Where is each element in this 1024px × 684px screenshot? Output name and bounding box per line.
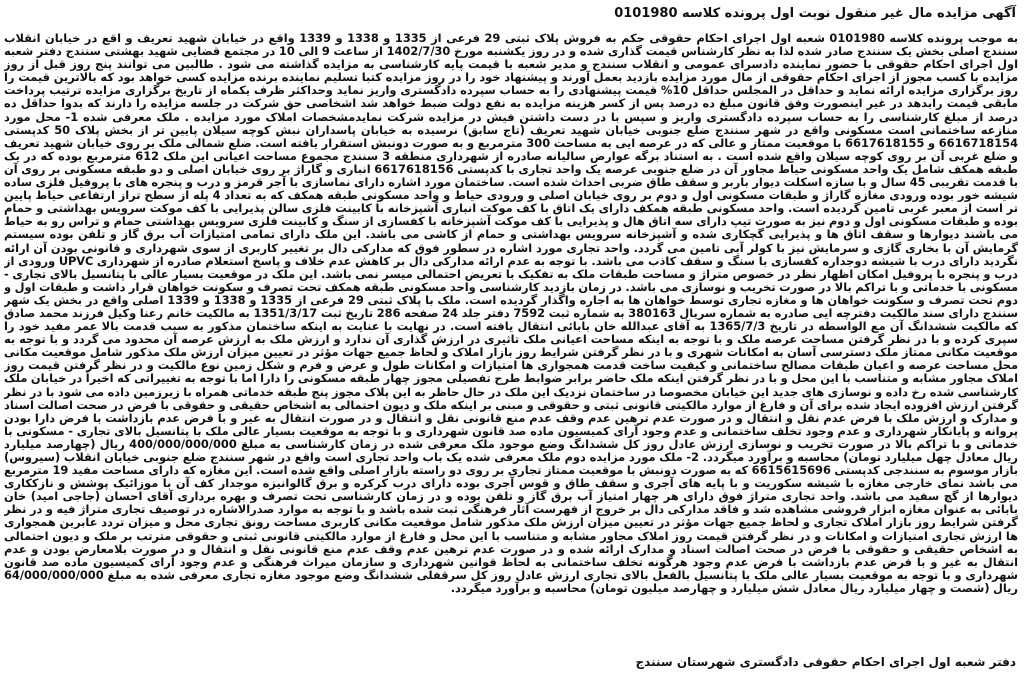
notice-body: به موجب پرونده کلاسه 0101980 شعبه اول اجرای احکام حقوقی حکم به فروش پلاک ثبتی 29 فرعی از 1335 و 1338 و 1339 واقع در خیابان شهید تعریف و اقع در خیابان انقلاب سنندج اصلی بخش یک سنندج صادر شده لذا به نظر کارشناس قیمت گذاری شده و در روز یکشنبه مورخ 1402/7/30 از ساعت 9 الی 10 در مجتمع قضایی شهید بهشتی سنندج دفتر شعبه اول اجرای احکام حقوقی با حضور نماینده دادسرای عمومی و انقلاب سنندج و مدیر شعبه با قیمت پایه کارشناسی به مزایده گذاشته می شود . طالبین می توانند پنج روز قبل از روز مزایده با کسب مجوز از اجرای احکام حقوقی از مال مورد مزایده بازدید بعمل آورند و پیشنهاد خود را در روز مزایده کتبا تسلیم نماینده برنده مزایده کسی خواهد بود که بالاترین قیمت را روز برگزاری مزایده ارائه نماید و حداقل در المجلس حداقل 10% قیمت پیشنهادی را به حساب سپرده دادگستری واریز نماید وحداکثر ظرف یکماه از تاریخ برگزاری مزایده ترتیب پرداخت مابقی قیمت رابدهد در غیر اینصورت وفق قانون مبلغ ده درصد پس از کسر هزینه مزایده به نفع دولت ضبط خواهد شد اشخاصی حق شرکت در جلسه مزایده را دارند که بدوا حداقل ده درصد از مبلغ کارشناسی را به حساب سپرده دادگستری واریز و سپس با در دست داشتن فیش در مزایده شرکت نمایدمشخصات املاک مورد مزایده . ملک معرفی شده 1- محل مورد منازعه ساختمانی است مسکونی واقع در شهر سنندج ضلع جنوبی خیابان شهید تعریف (تاج سابق) نرسیده به خیابان پاسداران نبش کوچه سیلان پایین تر از بخش پلاک 50 کدپستی 6616718154 و 6617618155 با موقعیت ممتاز و عالی که در عرصه ایی به مساحت 300 مترمربع و به صورت دونبش استقرار یافته است. ضلع شمالی ملک بر روی خیابان شهید تعریف و ضلع غربی آن بر روی کوچه سیلان واقع شده است . به استناد برگه عوارض سالیانه صادره از شهرداری منطقه 3 سنندج مجموع مساحت اعیانی این ملک 612 مترمربع بوده که در یک طبقه همکف شامل یک واحد مسکونی حیاط مجاور آن در ضلع جنوبی عرصه یک واحد تجاری با کدپستی 6617618156 انباری و گاراژ بر روی خیابان اصلی و دو طبقه مسکونی بر روی آن با قدمت تقریبی 45 سال و با سازه اسکلت دیوار باربر و سقف طاق ضربی احداث شده است. ساختمان مورد اشاره دارای نماسازی با آجر قرمز و درب و پنجره های با پروفیل فلزی ساده شیشه خور بوده ورودی مغازه گاراژ و طبقات مسکونی اول و دوم بر روی خیابان اصلی و ورودی حیاط و واحد مسکونی طبقه همکف که به تعداد 4 پله از سطح تراز ارتفاعی حیاط پایین تر است از معبر غربی تامین گردیده است. واحد مسکونی طبقه همکف دارای یک اتاق با کف موکت انباری آشپزخانه با کابینت فلزی سالن پذیرایی با کف موکت سرویس بهداشتی و حمام بوده و طبقات مسکونی اول و دوم نیز به صورت تیپ دارای سه اتاق هال و پذیرایی با کف موکت آشپزخانه با کفسازی از سنگ و کابینت فلزی سرویس بهداشتی حمام و تراس رو به حیاط می باشند دیوارها و سقف اتاق ها و پذیرایی گچکاری شده و آشپزخانه سرویس بهداشتی و حمام از کاشی می باشد. این ملک دارای تمامی امتیازات آب برق گاز و تلفن بوده سیستم گرمایش آن با بخاری گازی و سرمایش نیز با کولر آبی تامین می گردد. واحد تجاری مورد اشاره در سطور فوق که مدارکی دال بر تغییر کاربری از سوی شهرداری و قانونی بودن آن ارائه نگردید دارای درب با شیشه دوجداره کفسازی با سنگ و سقف کاذب می باشد. با توجه به عدم ارائه مدارکی دال بر کاهش عدم خلاف و پاسخ استعلام صادره از شهرداری UPVC ورودی از درب و پنجره با پروفیل امکان اظهار نظر در خصوص متراژ و مساحت طبقات ملک به تفکیک با تعریض احتمالی میسر نمی باشد. این ملک در موقعیت بسیار عالی با پتانسیل بالای تجاری - مسکونی با خدماتی و با تراکم بالا در صورت تخریب و نوسازی می باشد. در زمان بازدید کارشناسی واحد مسکونی طبقه همکف تحت تصرف و سکونت خواهان قرار داشت و طبقات اول و دوم تحت تصرف و سکونت خواهان ها و مغازه تجاری توسط خواهان ها به اجاره واگذار گردیده است. ملک با پلاک ثبتی 29 فرعی از 1335 و 1338 و 1339 اصلی واقع در بخش یک شهر سنندج دارای سند مالکیت دفترچه ایی صادره به شماره سریال 380163 به شماره ثبت 7592 دفتر جلد 24 صفحه 286 تاریخ ثبت 1351/3/17 به مالکیت خانم رعنا وکیل فرزند محمد صادق که مالکیت ششدانگ آن مع الواسطه در تاریخ 1365/7/3 به آقای عبدالله خان بابائی انتقال یافته است. در نهایت با عنایت به اینکه ساختمان مذکور به سبب قدمت بالا عمر مفید خود را سپری کرده و با در نظر گرفتن مساحت عرصه ملک و با توجه به اینکه مساحت اعیانی ملک تاثیری در ارزش گذاری آن ندارد و ارزش ملک به ارزش عرصه آن محدود می گردد و با توجه به موقعیت مکانی ممتاز ملک دسترسی آسان به امکانات شهری و با در نظر گرفتن شرایط روز بازار املاک و لحاظ جمیع جهات مؤثر در تعیین میزان ارزش ملک مذکور شامل موقعیت مکانی محل مساحت عرصه و اعیان طبقات مصالح ساختمانی و کیفیت ساخت قدمت همجواری ها امتیازات و امکانات طول و عرض و فرم و شکل زمین نوع مالکیت و در نظر گرفتن قیمت روز املاک مجاور مشابه و متناسب با این محل و با در نظر گرفتن اینکه ملک حاضر برابر ضوابط طرح تفصیلی مجوز چهار طبقه مسکونی را دارا اما با توجه به تغییراتی که اخیراً در خیابان ملک کارشناسی شده رخ داده و نوسازی های جدید این خیابان مخصوصا در ساختمان نزدیک این ملک در حال حاظر به این پلاک مجوز پنج طبقه خدماتی همراه با زیرزمین داده می شود با در نظر گرفتن ارزش افزوده ایجاد شده برای آن و فارغ از موارد مالکیتی قانونی ثبتی و حقوقی و مبنی بر اینکه ملک و دیون احتمالی به اشخاص حقیقی و حقوقی با فرض در صحت اصالت اسناد و مدارک و ارزش ملک با فرض عدم نقل و انتقال و در صورت عدم ترهین عدم وقف عدم منع قانونی نقل و انتقال و در صورت انتقال به غیر و با فرض عدم بازداشت با فرض دارا بودن پروانه و پایانکار شهرداری و عدم وجود تخلف ساختمانی و عدم وجود آرای کمیسیون ماده صد قانون شهرداری و با توجه به موقعیت بسیار عالی ملک با پتانسیل بالای تجاری - مسکونی با خدماتی و با تراکم بالا در صورت تخریب و نوسازی ارزش عادل روز کل ششدانگ وضع موجود ملک معرفی شده در زمان کارشناسی به مبلغ 400/000/000/000 ریال (چهارصد میلیارد ریال معادل چهل میلیارد تومان) محاسبه و برآورد میگردد. 2- ملک مورد مزایده دوم ملک معرفی شده یک باب واحد تجاری است واقع در شهر سنندج ضلع جنوبی خیابان انقلاب (سیروس) بازار موسوم به سنندجی کدپستی 6615615696 که به صورت دونبش با موقعیت ممتاز تجاری بر روی دو راسته بازار اصلی واقع شده است. این مغازه که دارای مساحت مفید 19 مترمربع می باشد نمای خارجی مغازه با شیشه سکوریت و با پایه های آجری و سقف طاق و قوس آجری بوده دارای درب کرکره و برق گالوانیزه موجدار کف آن با موزائیک پوشش و نازککاری دیوارها از گچ سفید می باشد. واحد تجاری متراژ فوق دارای هر چهار امتیاز آب برق گاز و تلفن بوده و در زمان کارشناسی تحت تصرف و بهره برداری آقای احسان (جاجی امید) خان بابائی به عنوان مغازه ابزار فروشی مشاهده شد و فاقد مدارکی دال بر خروج از فهرست آثار فرهنگی ثبت شده باشد و با توجه به موارد صدرالاشاره در توصیف تجاری متراژ فیه و در نظر گرفتن شرایط روز بازار املاک تجاری و لحاظ جمیع جهات مؤثر در تعیین میزان ارزش ملک مذکور شامل موقعیت مکانی کاربری مساحت رونق تجاری محل و میزان تردد عابرین همجواری ها ارزش تجاری امتیازات و امکانات و در نظر گرفتن قیمت روز املاک مجاور مشابه و متناسب با این محل و فارغ از موارد مالکیتی قانونی ثبتی و حقوقی مترتب بر ملک و دیون احتمالی به اشخاص حقیقی و حقوقی با فرض در صحت اصالت اسناد و مدارک ارائه شده و در صورت عدم ترهین عدم وقف عدم منع قانونی نقل و انتقال و در صورت بلامعارض بودن و عدم انتقال به غیر و با فرض عدم بازداشت با فرض عدم وجود هرگونه تخلف ساختمانی به لحاظ قوانین شهرداری و سازمان میراث فرهنگی و عدم وجود آرای کمیسیون ماده صد قانون شهرداری و با توجه به موقعیت بسیار عالی ملک با پتانسیل بالفعل بالای تجاری ارزش عادل روز کل سرقفلی ششدانگ وضع موجود مغازه تجاری معرفی شده به مبلغ 64/000/000/000 ریال (شصت و چهار میلیارد ریال معادل شش میلیارد و چهارصد میلیون تومان) محاسبه و برآورد میگردد. — [4, 32, 1018, 595]
notice-signature: دفتر شعبه اول اجرای احکام حقوقی دادگستری شهرستان سنندج — [635, 655, 1016, 669]
auction-notice — [4, 4, 1018, 680]
notice-title: آگهی مزایده مال غیر منقول نوبت اول پرونده کلاسه 0101980 — [614, 6, 1016, 21]
